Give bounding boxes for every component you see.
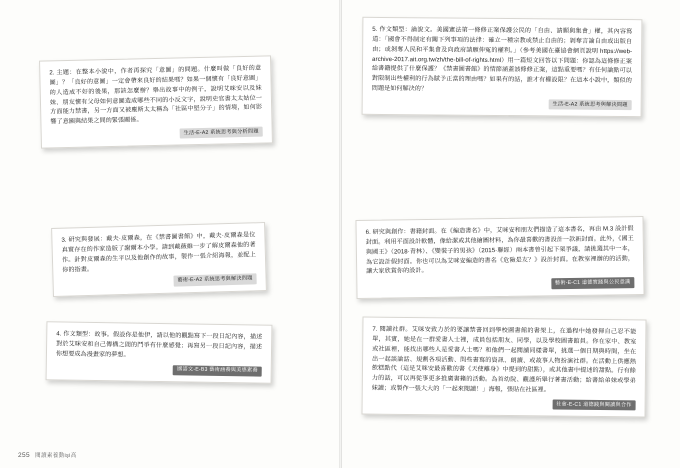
book-spine	[339, 0, 342, 468]
activity-card-4-text: 4. 作文類型：故事。假設你是他伊，請以他的觀點寫下一段日記內容，描述對於艾咪安和自己傳構之間的鬥爭有什麼感覺；再寫另一段日記內容，描述你想要成為漫畫家的夢想。	[55, 330, 263, 359]
activity-card-6-tag-row	[366, 277, 634, 291]
competency-tag: 生活-E-A2 系統思考與分析問題	[179, 127, 262, 139]
competency-tag: 生活-E-A2 系統思考與解決問題	[548, 99, 631, 110]
competency-tag: 藝術-E-C1 道德實踐與公民意識	[551, 277, 635, 288]
activity-card-3	[51, 222, 267, 297]
activity-card-5-text: 5. 作文類型：論說文。美國憲法第一條修正案保護公民的「自由、請願與集會」權，其內容寫道：「國會不得制定有關下列事項的法律：確立一種宗教或禁止自由的；剝奪言論自由或出版自由；或剝奪人民和平集會及向政府請願伸冤的權利。」（參考美國在臺協會網頁說明 https://web-archive-2017.ait.org.tw/zh/the-bill-of-rights.html）用一篇短文回答以下問題：你認為這條修正案給書籍提供了什麼保護？《禁書圖書館》的情節涵蓋該條修正案，這點重要嗎？有任何論點可以對限制出些權利的行為賦予正當的理由嗎？如果有的話，誰才有權設限？在這本小說中，類似的問題是如何解決的？	[371, 25, 633, 93]
activity-card-4-tag-row	[56, 363, 262, 377]
competency-tag: 藝術-E-A2 系統思考與解決問題	[173, 274, 256, 287]
activity-card-6	[355, 216, 644, 299]
activity-card-2-text: 2. 主題：在整本小說中，作者再探究「意圖」的問題。什麼叫做「良好的意圖」？「良好的意圖」一定會帶來良好的結果嗎？如果一個懷有「良好意圖」的人造成不好的後果，那該怎麼辦？舉出故事中的例子，說明艾咪安以及妹妹、朋友懷有父母如何意圖造成哪些不同的小反文字，說明史官書太太姑位一方面能力禁書，另一方面又被塵斯太太稱為「社區中堅分子」的情境，如何影響了意圖與結果之間的緊張關係。	[49, 64, 263, 126]
activity-card-6-text: 6. 研究與創作：書籍封面。在《編造書名》中，艾咪安和朋友們描造了這本書名，再由 M.3 設計假封面。利用平面設計軟體，像給潔或其他繪圖材料，為你最喜歡的書設計一款新封面。此外，《國王與國王》（2018·青林）、《變裝子的男孩》（2015·聯經）兩本書曾引起下架爭議，請挑選其中一本，為它設計假封面。你也可以為艾咪安編造的書名《危險是友？》設計封面。在教室裡辦的的活動，讓大家欣賞你的設計。	[365, 225, 635, 276]
activity-card-3-tag-row	[63, 274, 257, 290]
activity-card-3-text: 3. 研究與發展：戴夫·皮爾森，在《禁書圖書館》中，戴夫·皮爾森是位真實存在的作家造版了謝爾本小學。請到戴薇維一步了解皮爾森他的著作。針對皮爾森的生平以及他創作的故事，製作一張介紹海報，並配上你的指畫。	[61, 231, 257, 274]
competency-tag: 社會-E-C1 道德踐與閱讀與合作	[552, 400, 636, 411]
activity-card-5	[362, 17, 643, 118]
activity-card-7-tag-row	[372, 398, 636, 411]
activity-card-4	[46, 321, 273, 383]
competency-tag: 國語文-E-B3 藝術涵養與美感素養	[173, 365, 262, 377]
page-footer	[18, 451, 77, 459]
activity-card-2-tag-row	[51, 127, 263, 142]
footer-title: 閱讀素養動işi高	[35, 453, 77, 459]
activity-card-7-text: 7. 閱讀社群。艾咪安致力於的要讓禁書回到學校圖書館的書架上，在過程中她發揮自己忍不能單，其實，她是在一群愛書人士裡，成員包括朋友、同學，以及學校圖書館員。你在家中、教室或社區裡，能找出哪些人是愛書人士嗎？和他們一起閱讀同樣書單，挑選一個日期與時間，坐在出一起談論話、規劃各項活動、問些書寫的資訊、朗讀、或故事人物扮演社群。在活動上供應熱飲糕點代（這是艾咪安最喜歡的書《天使離身》中提到的甜點），或其他書中提述的甜點。行有餘力的話，可以再從事更多推廣書籍的活動。為首幼院、觀護所舉行著書活動；給書給弟妹或學弟妹讀；或製作一張大大的「一起來閱讀！」海報，張貼在社區裡。	[371, 325, 637, 394]
activity-card-5-tag-row	[372, 98, 632, 111]
activity-card-7	[361, 317, 646, 418]
activity-card-2	[39, 55, 273, 149]
page-number: 255	[18, 452, 31, 459]
